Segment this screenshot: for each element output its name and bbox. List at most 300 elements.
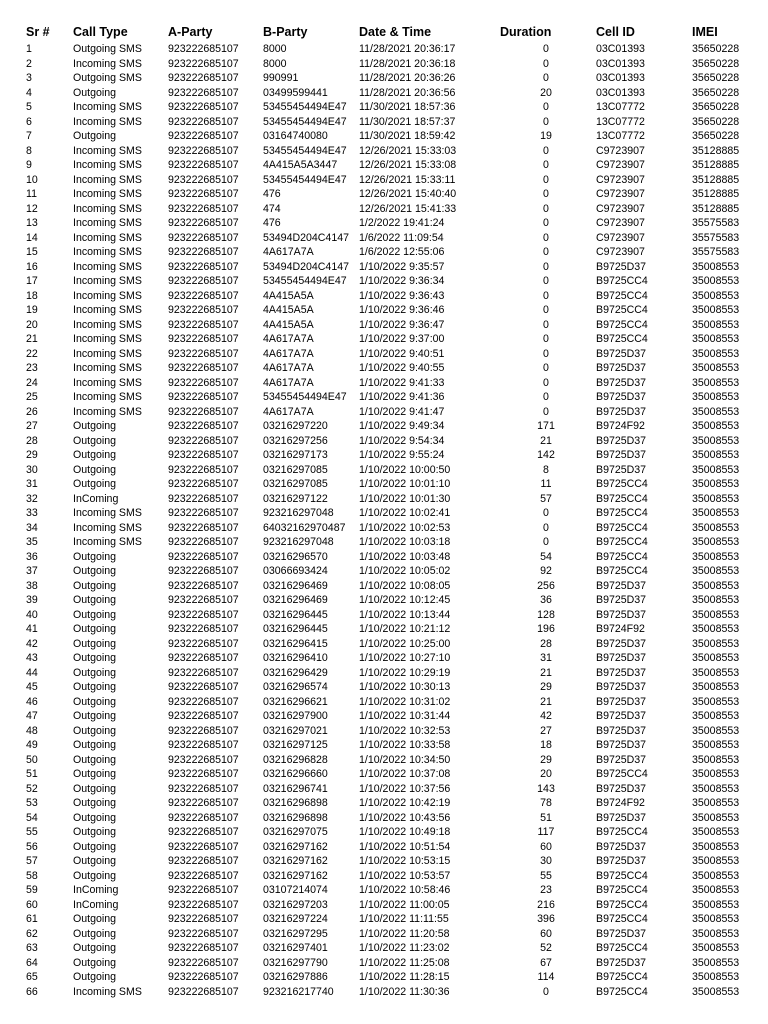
cell-call-type: InComing: [73, 884, 119, 896]
cell-b-party: 4A617A7A: [263, 376, 314, 389]
cell-sr: 28: [26, 434, 38, 447]
cell-date-time: 1/10/2022 10:12:45: [359, 594, 451, 606]
table-body: [0, 42, 768, 999]
cell-call-type: Outgoing: [73, 768, 116, 780]
table-row: [0, 651, 768, 666]
cell-cell-id: B9725D37: [596, 753, 647, 766]
cell-cell-id: B9725D37: [596, 463, 647, 476]
cell-sr: 20: [26, 318, 38, 331]
cell-imei: 35008553: [692, 652, 740, 664]
cell-cell-id: B9724F92: [596, 797, 645, 809]
cell-a-party: 923222685107: [168, 420, 239, 432]
cell-call-type: Outgoing: [73, 681, 116, 693]
cell-duration: 92: [540, 565, 552, 577]
cell-sr: 3: [26, 72, 32, 84]
cell-call-type: Outgoing: [73, 434, 116, 447]
table-header-row: [0, 22, 768, 42]
cell-date-time: 12/26/2021 15:33:03: [359, 144, 457, 157]
cell-cell-id: C9723907: [596, 188, 645, 200]
cell-duration: 55: [540, 869, 552, 882]
cell-imei: 35008553: [692, 579, 740, 592]
cell-call-type: Outgoing: [73, 565, 116, 577]
cell-a-party: 923222685107: [168, 768, 239, 780]
cell-cell-id: B9725CC4: [596, 550, 648, 563]
cell-imei: 35008553: [692, 811, 740, 824]
cell-date-time: 1/10/2022 11:23:02: [359, 942, 450, 954]
cell-cell-id: B9725CC4: [596, 304, 648, 316]
table-row: [0, 202, 768, 217]
cell-date-time: 1/10/2022 10:37:08: [359, 768, 451, 780]
cell-call-type: Outgoing: [73, 797, 116, 809]
cell-duration: 11: [540, 478, 552, 490]
cell-date-time: 1/10/2022 10:01:10: [359, 478, 451, 490]
cell-a-party: 923222685107: [168, 739, 239, 751]
cell-call-type: Outgoing: [73, 695, 116, 708]
cell-call-type: Incoming SMS: [73, 521, 142, 534]
cell-imei: 35575583: [692, 217, 740, 229]
cell-imei: 35575583: [692, 246, 740, 258]
cell-date-time: 1/10/2022 9:36:34: [359, 275, 445, 287]
table-row: [0, 695, 768, 710]
cell-cell-id: B9725CC4: [596, 942, 648, 954]
cell-duration: 29: [540, 753, 552, 766]
cell-a-party: 923222685107: [168, 173, 239, 186]
cell-duration: 0: [543, 362, 549, 374]
cell-a-party: 923222685107: [168, 565, 239, 577]
cell-date-time: 1/10/2022 10:33:58: [359, 739, 451, 751]
cell-cell-id: B9725CC4: [596, 333, 648, 345]
table-row: [0, 318, 768, 333]
cell-b-party: 03216297173: [263, 449, 328, 461]
cell-cell-id: B9725CC4: [596, 826, 648, 838]
cell-cell-id: B9725CC4: [596, 913, 648, 925]
cell-imei: 35008553: [692, 347, 740, 360]
cell-duration: 0: [543, 507, 549, 519]
cell-b-party: 03216297162: [263, 840, 328, 853]
cell-sr: 66: [26, 985, 38, 998]
table-row: [0, 158, 768, 173]
cell-cell-id: 03C01393: [596, 86, 645, 99]
cell-imei: 35008553: [692, 434, 740, 447]
cell-cell-id: B9725CC4: [596, 985, 648, 998]
cell-sr: 65: [26, 971, 38, 983]
cell-duration: 0: [543, 57, 549, 70]
cell-sr: 12: [26, 202, 38, 215]
cell-cell-id: C9723907: [596, 231, 645, 244]
cell-date-time: 1/10/2022 11:11:55: [359, 913, 449, 925]
cell-call-type: Outgoing: [73, 463, 116, 476]
cell-date-time: 1/10/2022 9:55:24: [359, 449, 445, 461]
cell-call-type: InComing: [73, 898, 119, 911]
cell-call-type: Incoming SMS: [73, 391, 142, 403]
cell-cell-id: B9725D37: [596, 681, 647, 693]
cell-b-party: 4A617A7A: [263, 347, 314, 360]
cell-imei: 35008553: [692, 753, 740, 766]
cell-b-party: 03216297122: [263, 492, 328, 505]
table-row: [0, 231, 768, 246]
cell-date-time: 11/30/2021 18:59:42: [359, 130, 456, 142]
cell-cell-id: B9725D37: [596, 724, 647, 737]
cell-call-type: Incoming SMS: [73, 376, 142, 389]
cell-b-party: 03216297021: [263, 724, 328, 737]
cell-date-time: 1/10/2022 9:36:46: [359, 304, 445, 316]
cell-sr: 44: [26, 666, 38, 679]
cell-imei: 35128885: [692, 202, 740, 215]
cell-cell-id: B9725D37: [596, 956, 647, 969]
cell-duration: 20: [540, 768, 552, 780]
cell-b-party: 923216297048: [263, 536, 334, 548]
cell-a-party: 923222685107: [168, 57, 239, 70]
cell-date-time: 1/10/2022 11:00:05: [359, 898, 450, 911]
cell-a-party: 923222685107: [168, 188, 239, 200]
cell-a-party: 923222685107: [168, 72, 239, 84]
cell-call-type: Outgoing: [73, 86, 116, 99]
table-row: [0, 898, 768, 913]
cell-a-party: 923222685107: [168, 710, 239, 722]
cell-call-type: Outgoing: [73, 753, 116, 766]
cell-imei: 35128885: [692, 159, 740, 171]
cell-date-time: 12/26/2021 15:33:08: [359, 159, 457, 171]
cell-sr: 43: [26, 652, 38, 664]
cell-a-party: 923222685107: [168, 130, 239, 142]
cell-duration: 117: [537, 826, 555, 838]
cell-imei: 35008553: [692, 898, 740, 911]
cell-call-type: Outgoing: [73, 550, 116, 563]
cell-imei: 35008553: [692, 985, 740, 998]
cell-sr: 49: [26, 739, 38, 751]
cell-cell-id: B9725D37: [596, 594, 647, 606]
cell-duration: 0: [543, 405, 549, 418]
cell-sr: 23: [26, 362, 38, 374]
cell-duration: 0: [543, 260, 549, 273]
cell-cell-id: B9725D37: [596, 434, 647, 447]
cell-call-type: Incoming SMS: [73, 144, 142, 157]
cell-duration: 0: [543, 275, 549, 287]
cell-b-party: 4A617A7A: [263, 246, 314, 258]
cell-call-type: Outgoing: [73, 971, 116, 983]
column-header-call-type: Call Type: [73, 25, 128, 39]
cell-duration: 20: [540, 86, 552, 99]
cell-sr: 54: [26, 811, 38, 824]
cell-call-type: Incoming SMS: [73, 347, 142, 360]
cell-a-party: 923222685107: [168, 101, 239, 113]
cell-b-party: 476: [263, 217, 281, 229]
cell-date-time: 1/10/2022 9:41:36: [359, 391, 445, 403]
cell-a-party: 923222685107: [168, 637, 239, 650]
cell-duration: 78: [540, 797, 552, 809]
cell-imei: 35008553: [692, 550, 740, 563]
cell-duration: 57: [540, 492, 552, 505]
cell-sr: 27: [26, 420, 38, 432]
cell-duration: 67: [540, 956, 552, 969]
cell-call-type: Outgoing: [73, 782, 116, 795]
cell-a-party: 923222685107: [168, 956, 239, 969]
cell-imei: 35008553: [692, 971, 740, 983]
cell-duration: 51: [540, 811, 552, 824]
cell-duration: 18: [540, 739, 552, 751]
cell-date-time: 1/10/2022 10:08:05: [359, 579, 451, 592]
cell-a-party: 923222685107: [168, 971, 239, 983]
cell-a-party: 923222685107: [168, 376, 239, 389]
cell-sr: 11: [26, 188, 37, 200]
cell-date-time: 1/10/2022 10:01:30: [359, 492, 451, 505]
table-row: [0, 173, 768, 188]
cell-date-time: 1/10/2022 10:03:48: [359, 550, 451, 563]
cell-a-party: 923222685107: [168, 840, 239, 853]
cell-b-party: 03216297203: [263, 898, 328, 911]
table-row: [0, 738, 768, 753]
cell-a-party: 923222685107: [168, 985, 239, 998]
cell-call-type: Incoming SMS: [73, 289, 142, 302]
cell-a-party: 923222685107: [168, 434, 239, 447]
cell-date-time: 1/10/2022 11:30:36: [359, 985, 450, 998]
cell-a-party: 923222685107: [168, 797, 239, 809]
cell-cell-id: B9725CC4: [596, 536, 648, 548]
cell-duration: 143: [537, 782, 555, 795]
cell-sr: 4: [26, 86, 32, 99]
cell-imei: 35008553: [692, 942, 740, 954]
cell-sr: 19: [26, 304, 38, 316]
cell-a-party: 923222685107: [168, 913, 239, 925]
cell-sr: 6: [26, 115, 32, 128]
cell-cell-id: B9725D37: [596, 840, 647, 853]
cell-imei: 35008553: [692, 768, 740, 780]
cell-imei: 35008553: [692, 956, 740, 969]
cell-duration: 21: [540, 695, 552, 708]
cell-date-time: 1/10/2022 10:21:12: [359, 623, 451, 635]
cell-b-party: 53455454494E47: [263, 275, 347, 287]
cell-imei: 35008553: [692, 391, 740, 403]
table-row: [0, 477, 768, 492]
cell-duration: 0: [543, 347, 549, 360]
cell-imei: 35008553: [692, 884, 740, 896]
cell-b-party: 03216297900: [263, 710, 328, 722]
cell-imei: 35008553: [692, 710, 740, 722]
cell-date-time: 1/10/2022 10:37:56: [359, 782, 451, 795]
table-row: [0, 115, 768, 130]
table-row: [0, 274, 768, 289]
table-row: [0, 376, 768, 391]
cell-a-party: 923222685107: [168, 217, 239, 229]
cell-cell-id: B9725CC4: [596, 768, 648, 780]
cell-imei: 35008553: [692, 608, 740, 621]
cell-cell-id: B9725D37: [596, 652, 647, 664]
cell-duration: 8: [543, 463, 549, 476]
table-row: [0, 71, 768, 86]
cell-b-party: 03216297256: [263, 434, 328, 447]
cell-date-time: 12/26/2021 15:40:40: [359, 188, 457, 200]
cell-imei: 35008553: [692, 855, 740, 867]
table-row: [0, 42, 768, 57]
cell-duration: 0: [543, 391, 549, 403]
cell-sr: 32: [26, 492, 38, 505]
table-row: [0, 361, 768, 376]
cell-sr: 1: [26, 43, 32, 55]
cell-cell-id: C9723907: [596, 246, 645, 258]
cell-cell-id: C9723907: [596, 217, 645, 229]
cell-b-party: 03216296429: [263, 666, 328, 679]
cell-cell-id: B9725D37: [596, 739, 647, 751]
table-row: [0, 289, 768, 304]
table-row: [0, 463, 768, 478]
cell-a-party: 923222685107: [168, 463, 239, 476]
cell-duration: 216: [537, 898, 555, 911]
cell-sr: 22: [26, 347, 38, 360]
cell-duration: 60: [540, 927, 552, 940]
cell-a-party: 923222685107: [168, 681, 239, 693]
cell-duration: 28: [540, 637, 552, 650]
cell-imei: 35128885: [692, 188, 740, 200]
cell-duration: 0: [543, 159, 549, 171]
cell-a-party: 923222685107: [168, 159, 239, 171]
cell-imei: 35650228: [692, 57, 740, 70]
cell-call-type: Outgoing: [73, 956, 116, 969]
cell-a-party: 923222685107: [168, 855, 239, 867]
cell-b-party: 64032162970487: [263, 521, 346, 534]
table-row: [0, 869, 768, 884]
table-row: [0, 57, 768, 72]
table-row: [0, 796, 768, 811]
cell-cell-id: C9723907: [596, 144, 645, 157]
cell-imei: 35008553: [692, 797, 740, 809]
cell-cell-id: B9725D37: [596, 579, 647, 592]
column-header-sr: Sr #: [26, 25, 50, 39]
cell-imei: 35008553: [692, 376, 740, 389]
cell-b-party: 53455454494E47: [263, 144, 347, 157]
table-row: [0, 260, 768, 275]
cell-call-type: Outgoing: [73, 739, 116, 751]
cell-call-type: Incoming SMS: [73, 202, 142, 215]
cell-call-type: Outgoing: [73, 579, 116, 592]
cell-a-party: 923222685107: [168, 449, 239, 461]
cell-date-time: 1/10/2022 11:28:15: [359, 971, 450, 983]
cell-date-time: 1/10/2022 10:05:02: [359, 565, 451, 577]
cell-imei: 35008553: [692, 826, 740, 838]
column-header-cell-id: Cell ID: [596, 25, 635, 39]
cell-cell-id: B9725CC4: [596, 565, 648, 577]
cell-date-time: 11/28/2021 20:36:18: [359, 57, 456, 70]
cell-duration: 60: [540, 840, 552, 853]
cell-b-party: 53494D204C4147: [263, 231, 350, 244]
cell-cell-id: B9725D37: [596, 405, 647, 418]
table-row: [0, 245, 768, 260]
cell-call-type: Outgoing: [73, 637, 116, 650]
cell-cell-id: B9725D37: [596, 608, 647, 621]
cell-duration: 42: [540, 710, 552, 722]
cell-imei: 35008553: [692, 260, 740, 273]
cell-date-time: 1/10/2022 10:43:56: [359, 811, 451, 824]
cell-date-time: 1/10/2022 10:32:53: [359, 724, 451, 737]
table-row: [0, 303, 768, 318]
cell-cell-id: B9725CC4: [596, 478, 648, 490]
table-row: [0, 492, 768, 507]
cell-imei: 35650228: [692, 101, 740, 113]
table-row: [0, 390, 768, 405]
cell-a-party: 923222685107: [168, 347, 239, 360]
cell-date-time: 1/10/2022 10:53:57: [359, 869, 451, 882]
cell-b-party: 4A617A7A: [263, 362, 314, 374]
cell-duration: 21: [540, 666, 552, 679]
cell-call-type: Incoming SMS: [73, 101, 142, 113]
cell-call-type: Outgoing: [73, 666, 116, 679]
cell-cell-id: B9725CC4: [596, 318, 648, 331]
cell-call-type: Outgoing: [73, 478, 116, 490]
cell-date-time: 1/10/2022 9:41:33: [359, 376, 445, 389]
cell-call-type: Incoming SMS: [73, 536, 142, 548]
cell-imei: 35008553: [692, 362, 740, 374]
cell-date-time: 1/10/2022 11:25:08: [359, 956, 450, 969]
cell-cell-id: B9725D37: [596, 637, 647, 650]
cell-call-type: Outgoing: [73, 652, 116, 664]
column-header-duration: Duration: [500, 25, 552, 39]
cell-sr: 37: [26, 565, 38, 577]
cell-a-party: 923222685107: [168, 304, 239, 316]
table-row: [0, 637, 768, 652]
cell-a-party: 923222685107: [168, 550, 239, 563]
cell-b-party: 03216297085: [263, 478, 328, 490]
cell-imei: 35650228: [692, 43, 740, 55]
cell-cell-id: B9725CC4: [596, 275, 648, 287]
cell-call-type: Outgoing: [73, 927, 116, 940]
cell-call-type: Incoming SMS: [73, 246, 142, 258]
cell-call-type: Incoming SMS: [73, 115, 142, 128]
cell-date-time: 12/26/2021 15:33:11: [359, 173, 456, 186]
cell-call-type: Outgoing: [73, 942, 116, 954]
cell-call-type: InComing: [73, 492, 119, 505]
cell-sr: 59: [26, 884, 38, 896]
cell-sr: 36: [26, 550, 38, 563]
cell-call-type: Incoming SMS: [73, 217, 142, 229]
cell-cell-id: B9725D37: [596, 811, 647, 824]
cell-date-time: 1/10/2022 10:13:44: [359, 608, 451, 621]
cell-b-party: 923216217740: [263, 985, 334, 998]
cell-sr: 8: [26, 144, 32, 157]
cell-a-party: 923222685107: [168, 884, 239, 896]
table-row: [0, 593, 768, 608]
cell-a-party: 923222685107: [168, 608, 239, 621]
cell-a-party: 923222685107: [168, 811, 239, 824]
cell-sr: 29: [26, 449, 38, 461]
cell-a-party: 923222685107: [168, 115, 239, 128]
cell-call-type: Incoming SMS: [73, 333, 142, 345]
cell-duration: 256: [537, 579, 555, 592]
cell-sr: 60: [26, 898, 38, 911]
cell-sr: 55: [26, 826, 38, 838]
cell-b-party: 4A415A5A: [263, 304, 314, 316]
cell-date-time: 1/10/2022 9:41:47: [359, 405, 445, 418]
table-row: [0, 564, 768, 579]
table-row: [0, 347, 768, 362]
cell-date-time: 1/10/2022 10:02:41: [359, 507, 451, 519]
cell-cell-id: 03C01393: [596, 57, 645, 70]
cell-date-time: 1/10/2022 10:27:10: [359, 652, 451, 664]
cell-imei: 35008553: [692, 289, 740, 302]
cell-cell-id: 13C07772: [596, 130, 645, 142]
cell-b-party: 03216297295: [263, 927, 328, 940]
cell-sr: 38: [26, 579, 38, 592]
cell-duration: 19: [540, 130, 552, 142]
table-row: [0, 405, 768, 420]
cell-b-party: 53494D204C4147: [263, 260, 350, 273]
cell-duration: 29: [540, 681, 552, 693]
cell-imei: 35008553: [692, 695, 740, 708]
cell-imei: 35008553: [692, 913, 740, 925]
cell-call-type: Incoming SMS: [73, 188, 142, 200]
cell-b-party: 4A415A5A3447: [263, 159, 338, 171]
cell-b-party: 03216297085: [263, 463, 328, 476]
cell-sr: 26: [26, 405, 38, 418]
cell-b-party: 03216297125: [263, 739, 328, 751]
